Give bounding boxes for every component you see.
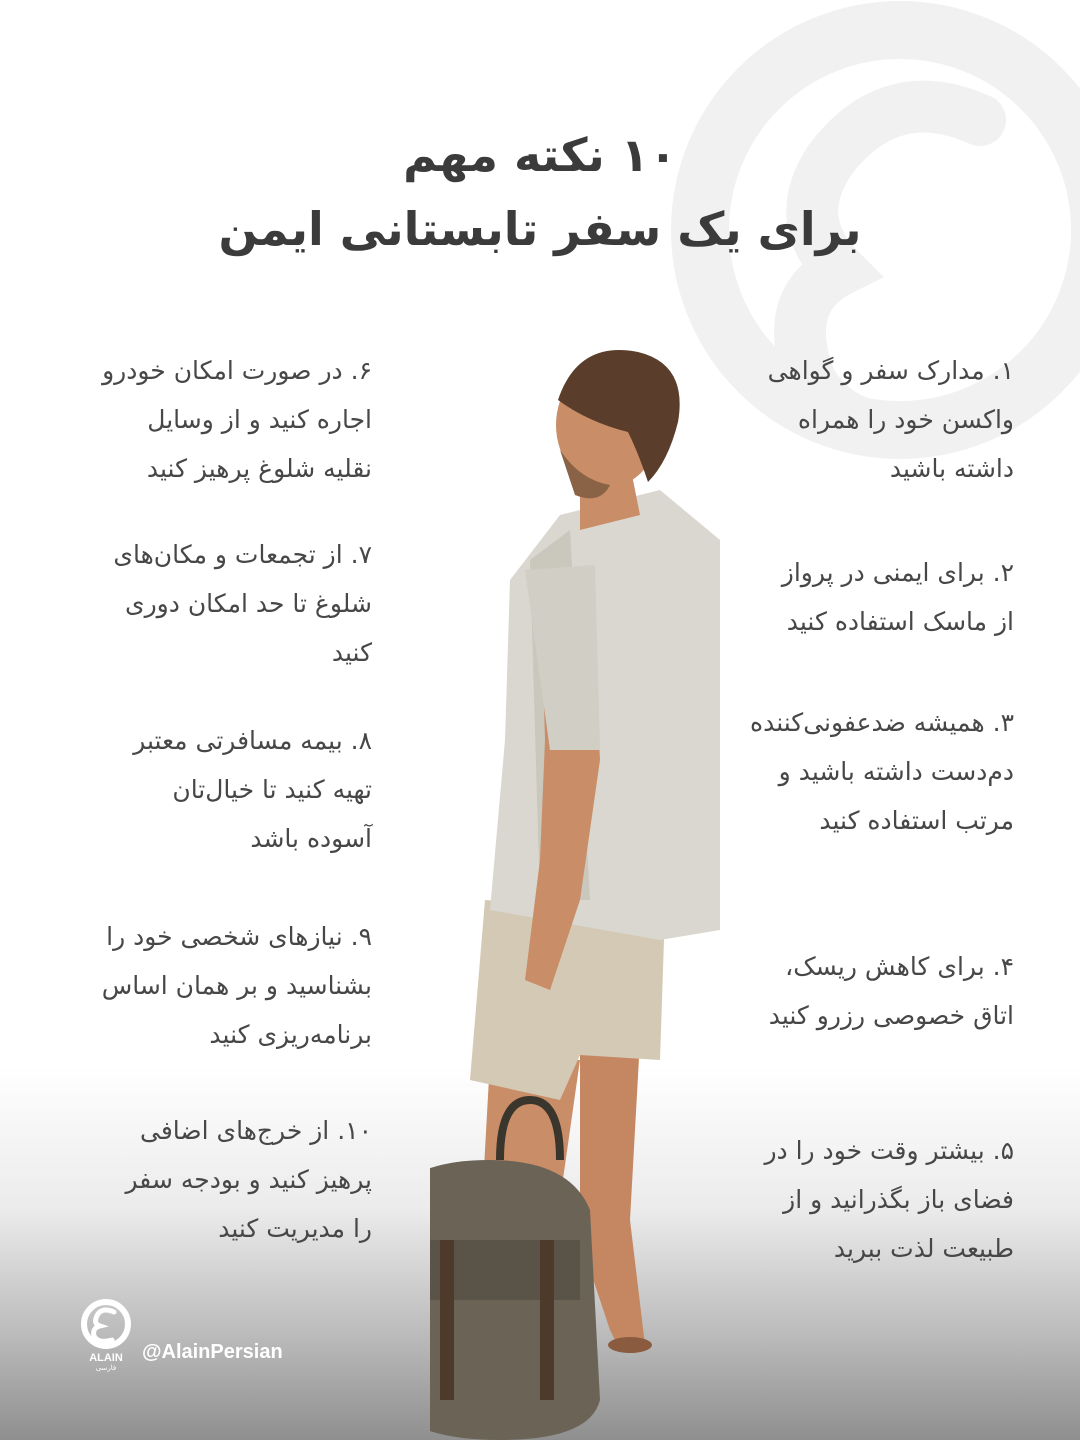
social-handle[interactable]: @AlainPersian (142, 1341, 283, 1363)
brand-subtitle: فارسی (95, 1364, 117, 1372)
tip-9-line-2: بشناسید و بر همان اساس (101, 971, 372, 1000)
tip-item-2 (782, 548, 1014, 646)
tip-item-1 (768, 346, 1014, 493)
tip-1-line-3: داشته باشید (889, 454, 1014, 483)
tip-8-line-3: آسوده باشد (250, 824, 372, 853)
tip-5-line-3: طبیعت لذت ببرید (833, 1234, 1014, 1263)
title-line-1: ۱۰ نکته مهم (403, 128, 677, 182)
tip-item-7 (113, 530, 372, 677)
page-title (0, 118, 1080, 266)
tip-item-10 (126, 1106, 373, 1253)
tip-10-line-2: پرهیز کنید و بودجه سفر (125, 1165, 372, 1194)
tip-item-3 (750, 698, 1014, 845)
tip-10-line-3: را مدیریت کنید (218, 1214, 372, 1243)
tip-item-6 (102, 346, 372, 493)
tip-1-line-2: واکسن خود را همراه (797, 405, 1014, 434)
tip-item-9 (102, 912, 372, 1059)
tip-4-line-2: اتاق خصوصی رزرو کنید (768, 1001, 1014, 1030)
traveler-illustration (430, 340, 750, 1440)
tip-2-line-1: ۲. برای ایمنی در پرواز (781, 558, 1014, 587)
tip-7-line-3: کنید (331, 638, 372, 667)
tip-3-line-1: ۳. همیشه ضدعفونی‌کننده (750, 708, 1014, 737)
tip-5-line-1: ۵. بیشتر وقت خود را در (764, 1136, 1014, 1165)
tip-6-line-2: اجاره کنید و از وسایل (147, 405, 372, 434)
title-line-2: برای یک سفر تابستانی ایمن (218, 202, 862, 256)
tip-9-line-3: برنامه‌ریزی کنید (209, 1020, 372, 1049)
tip-5-line-2: فضای باز بگذرانید و از (783, 1185, 1014, 1214)
tip-6-line-1: ۶. در صورت امکان خودرو (102, 356, 372, 385)
tip-6-line-3: نقلیه شلوغ پرهیز کنید (146, 454, 372, 483)
brand-name: ALAIN (89, 1352, 123, 1364)
tip-1-line-1: ۱. مدارک سفر و گواهی (767, 356, 1014, 385)
tip-item-5 (764, 1126, 1014, 1273)
tip-item-8 (133, 716, 372, 863)
tip-9-line-1: ۹. نیازهای شخصی خود را (106, 922, 372, 951)
tip-7-line-2: شلوغ تا حد امکان دوری (125, 589, 372, 618)
tip-4-line-1: ۴. برای کاهش ریسک، (785, 952, 1014, 981)
tip-3-line-2: دم‌دست داشته باشید و (778, 757, 1014, 786)
tip-10-line-1: ۱۰. از خرج‌های اضافی (140, 1116, 372, 1145)
tip-3-line-3: مرتب استفاده کنید (819, 806, 1014, 835)
tip-7-line-1: ۷. از تجمعات و مکان‌های (113, 540, 372, 569)
tip-2-line-2: از ماسک استفاده کنید (786, 607, 1014, 636)
tip-item-4 (769, 942, 1014, 1040)
tip-8-line-1: ۸. بیمه مسافرتی معتبر (133, 726, 372, 755)
tip-8-line-2: تهیه کنید تا خیال‌تان (172, 775, 372, 804)
